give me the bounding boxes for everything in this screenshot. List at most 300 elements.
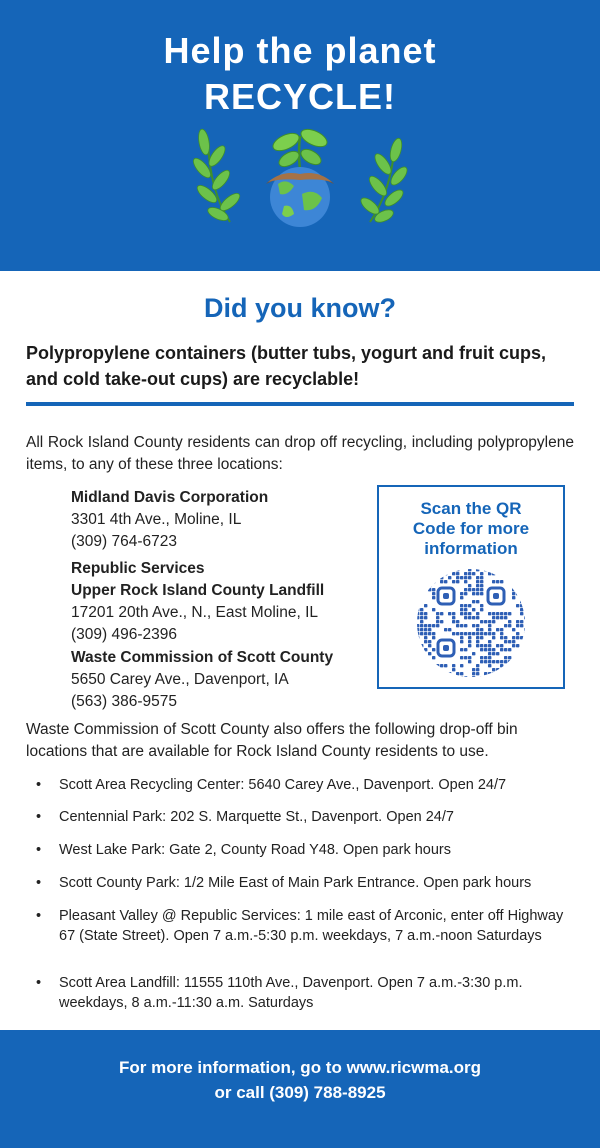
did-you-know-heading: Did you know?	[204, 293, 396, 323]
qr-module	[428, 640, 431, 643]
qr-module	[480, 648, 483, 651]
qr-module	[472, 632, 475, 635]
qr-module	[488, 660, 491, 663]
qr-module	[460, 624, 463, 627]
qr-module	[416, 644, 419, 647]
qr-module	[428, 588, 431, 591]
qr-module	[480, 588, 483, 591]
polypropylene-lead-text: Polypropylene containers (butter tubs, yogurt and fruit cups, and cold take-out cups) are recyclable!	[26, 343, 547, 389]
qr-module	[512, 640, 515, 643]
qr-module	[416, 640, 419, 643]
qr-module	[524, 584, 526, 587]
qr-module	[460, 648, 463, 651]
qr-module	[476, 632, 479, 635]
qr-module	[468, 660, 471, 663]
qr-module	[472, 672, 475, 675]
qr-module	[496, 660, 499, 663]
bullet-icon: •	[36, 809, 42, 825]
qr-module	[468, 656, 471, 659]
location-phone: (309) 496-2396	[71, 626, 177, 643]
qr-code-icon[interactable]	[416, 568, 526, 678]
qr-module	[524, 672, 526, 675]
qr-module	[472, 668, 475, 671]
qr-module	[488, 624, 491, 627]
qr-module	[448, 612, 451, 615]
qr-module	[432, 624, 435, 627]
intro-paragraph: All Rock Island County residents can drop off recycling, including polypropylene items, to any of these three locations:	[26, 434, 574, 473]
qr-module	[492, 668, 495, 671]
qr-module	[420, 644, 423, 647]
qr-module	[484, 676, 487, 678]
qr-module	[424, 624, 427, 627]
qr-module	[476, 568, 479, 571]
qr-module	[504, 640, 507, 643]
qr-module	[464, 648, 467, 651]
qr-module	[488, 572, 491, 575]
qr-module	[476, 584, 479, 587]
qr-module	[520, 624, 523, 627]
list-item-text: Scott Area Recycling Center: 5640 Carey Ave., Davenport. Open 24/7	[59, 777, 507, 793]
qr-module	[512, 572, 515, 575]
qr-module	[468, 572, 471, 575]
hero-title-line1: Help the planet	[163, 30, 437, 71]
qr-module	[424, 628, 427, 631]
qr-module	[468, 636, 471, 639]
qr-module	[488, 644, 491, 647]
qr-module	[420, 584, 423, 587]
location-name: Waste Commission of Scott County	[71, 649, 334, 666]
qr-module	[500, 568, 503, 571]
location-name: Midland Davis Corporation	[71, 489, 269, 506]
qr-module	[448, 576, 451, 579]
qr-module	[508, 640, 511, 643]
qr-module	[520, 608, 523, 611]
qr-module	[520, 588, 523, 591]
qr-module	[508, 656, 511, 659]
qr-module	[492, 660, 495, 663]
qr-module	[516, 624, 519, 627]
qr-module	[424, 636, 427, 639]
qr-module	[484, 568, 487, 571]
qr-module	[488, 672, 491, 675]
qr-module	[460, 636, 463, 639]
qr-module	[460, 604, 463, 607]
location-waste-commission	[71, 647, 371, 713]
qr-module	[416, 660, 419, 663]
qr-module	[476, 672, 479, 675]
qr-module	[480, 608, 483, 611]
qr-module	[432, 596, 435, 599]
qr-module	[416, 636, 419, 639]
qr-module	[460, 656, 463, 659]
qr-module	[468, 612, 471, 615]
qr-module	[488, 620, 491, 623]
qr-module	[480, 636, 483, 639]
qr-module	[504, 656, 507, 659]
qr-module	[480, 576, 483, 579]
qr-module	[516, 632, 519, 635]
qr-module	[432, 676, 435, 678]
qr-module	[420, 632, 423, 635]
qr-module	[416, 672, 419, 675]
qr-module	[524, 616, 526, 619]
qr-module	[476, 644, 479, 647]
qr-module	[416, 576, 419, 579]
qr-module	[468, 584, 471, 587]
qr-module	[516, 604, 519, 607]
qr-module	[452, 616, 455, 619]
qr-module	[416, 596, 419, 599]
qr-module	[516, 644, 519, 647]
bullet-icon: •	[36, 842, 42, 858]
qr-module	[432, 572, 435, 575]
qr-module	[416, 592, 419, 595]
qr-module	[516, 668, 519, 671]
qr-module	[476, 624, 479, 627]
qr-module	[480, 580, 483, 583]
qr-module	[464, 632, 467, 635]
qr-module	[452, 668, 455, 671]
qr-module	[500, 636, 503, 639]
qr-module	[480, 656, 483, 659]
location-midland-davis	[71, 487, 371, 553]
qr-module	[432, 664, 435, 667]
qr-module	[480, 584, 483, 587]
qr-module	[416, 608, 419, 611]
qr-module	[468, 640, 471, 643]
qr-module	[468, 632, 471, 635]
qr-module	[468, 616, 471, 619]
qr-module	[424, 640, 427, 643]
qr-module	[420, 576, 423, 579]
qr-module	[480, 632, 483, 635]
qr-module	[460, 596, 463, 599]
qr-module	[512, 636, 515, 639]
qr-module	[464, 588, 467, 591]
location-republic-services	[71, 558, 371, 646]
qr-module	[452, 632, 455, 635]
qr-module	[420, 624, 423, 627]
qr-module	[500, 660, 503, 663]
qr-module	[516, 572, 519, 575]
qr-module	[420, 612, 423, 615]
qr-module	[480, 676, 483, 678]
qr-module	[480, 604, 483, 607]
qr-module	[432, 592, 435, 595]
qr-module	[500, 616, 503, 619]
qr-module	[500, 632, 503, 635]
qr-module	[504, 668, 507, 671]
qr-module	[516, 584, 519, 587]
qr-module	[476, 600, 479, 603]
qr-module	[436, 616, 439, 619]
qr-module	[464, 656, 467, 659]
qr-module	[416, 572, 419, 575]
qr-module	[416, 588, 419, 591]
qr-module	[480, 572, 483, 575]
qr-module	[464, 624, 467, 627]
qr-module	[456, 620, 459, 623]
qr-module	[424, 568, 427, 571]
qr-module	[520, 576, 523, 579]
qr-module	[520, 604, 523, 607]
qr-module	[476, 592, 479, 595]
qr-module	[448, 676, 451, 678]
qr-module	[484, 656, 487, 659]
qr-module	[460, 672, 463, 675]
qr-module	[524, 636, 526, 639]
qr-callout[interactable]	[377, 485, 565, 689]
hero-title-line2: RECYCLE!	[203, 76, 396, 117]
qr-module	[448, 628, 451, 631]
qr-module	[524, 596, 526, 599]
qr-module	[484, 660, 487, 663]
location-address: 5650 Carey Ave., Davenport, IA	[71, 671, 289, 688]
qr-module	[460, 632, 463, 635]
qr-module	[476, 588, 479, 591]
qr-module	[504, 660, 507, 663]
qr-module	[524, 664, 526, 667]
qr-module	[500, 628, 503, 631]
qr-module	[496, 652, 499, 655]
qr-module	[512, 568, 515, 571]
qr-module	[472, 592, 475, 595]
qr-module	[516, 592, 519, 595]
qr-module	[424, 588, 427, 591]
footer-website-line[interactable]: For more information, go to www.ricwma.org	[118, 1058, 482, 1077]
qr-module	[500, 664, 503, 667]
list-item-text: Centennial Park: 202 S. Marquette St., Davenport. Open 24/7	[59, 809, 454, 825]
qr-module	[492, 616, 495, 619]
bullet-icon: •	[36, 875, 42, 891]
qr-module	[424, 648, 427, 651]
qr-module	[420, 676, 423, 678]
bullet-icon: •	[36, 777, 42, 793]
qr-module	[440, 572, 443, 575]
qr-module	[428, 624, 431, 627]
qr-module	[456, 632, 459, 635]
qr-module	[488, 632, 491, 635]
location-name: Republic Services	[71, 560, 205, 577]
qr-module	[464, 676, 467, 678]
qr-module	[520, 620, 523, 623]
qr-module	[512, 592, 515, 595]
qr-module	[512, 596, 515, 599]
qr-module	[432, 608, 435, 611]
qr-module	[464, 576, 467, 579]
qr-module	[512, 676, 515, 678]
qr-module	[472, 572, 475, 575]
qr-module	[424, 616, 427, 619]
qr-module	[416, 624, 419, 627]
qr-module	[520, 648, 523, 651]
qr-module	[500, 572, 503, 575]
qr-module	[484, 644, 487, 647]
qr-module	[524, 652, 526, 655]
qr-module	[456, 580, 459, 583]
qr-module	[476, 636, 479, 639]
qr-module	[476, 580, 479, 583]
qr-module	[448, 672, 451, 675]
qr-module	[508, 648, 511, 651]
qr-module	[500, 648, 503, 651]
qr-module	[432, 656, 435, 659]
qr-module	[496, 644, 499, 647]
qr-module	[496, 628, 499, 631]
qr-module	[420, 664, 423, 667]
qr-module	[484, 632, 487, 635]
qr-module	[504, 624, 507, 627]
qr-module	[480, 628, 483, 631]
qr-module	[436, 624, 439, 627]
qr-module	[452, 620, 455, 623]
qr-module	[456, 624, 459, 627]
bullet-icon: •	[36, 975, 42, 991]
qr-module	[488, 656, 491, 659]
qr-module	[512, 672, 515, 675]
qr-module	[464, 572, 467, 575]
qr-module	[464, 604, 467, 607]
location-phone: (309) 764-6723	[71, 533, 177, 550]
qr-module	[500, 676, 503, 678]
qr-module	[488, 652, 491, 655]
qr-module	[456, 672, 459, 675]
qr-module	[488, 612, 491, 615]
qr-module	[460, 608, 463, 611]
qr-module	[520, 672, 523, 675]
hero-banner	[0, 0, 600, 271]
qr-module	[460, 592, 463, 595]
qr-module	[416, 632, 419, 635]
qr-module	[424, 632, 427, 635]
qr-module	[472, 608, 475, 611]
qr-module	[428, 668, 431, 671]
qr-module	[440, 620, 443, 623]
qr-module	[444, 580, 447, 583]
qr-module	[524, 572, 526, 575]
qr-module	[516, 568, 519, 571]
qr-module	[452, 612, 455, 615]
qr-module	[420, 672, 423, 675]
qr-module	[484, 620, 487, 623]
qr-module	[480, 660, 483, 663]
qr-module	[440, 580, 443, 583]
qr-module	[492, 648, 495, 651]
qr-module	[520, 636, 523, 639]
qr-module	[504, 636, 507, 639]
qr-module	[436, 620, 439, 623]
divider-rule	[26, 402, 574, 406]
qr-module	[444, 628, 447, 631]
qr-module	[484, 648, 487, 651]
qr-caption-line2: Code for more	[412, 519, 530, 538]
footer-banner	[0, 1030, 600, 1148]
qr-module	[508, 620, 511, 623]
qr-module	[476, 616, 479, 619]
qr-module	[440, 612, 443, 615]
qr-module	[428, 568, 431, 571]
earth-in-hands-icon	[190, 122, 410, 230]
qr-module	[436, 576, 439, 579]
qr-module	[416, 676, 419, 678]
qr-module	[504, 648, 507, 651]
qr-module	[500, 612, 503, 615]
qr-caption-line3: information	[424, 539, 518, 558]
qr-module	[472, 624, 475, 627]
qr-module	[468, 604, 471, 607]
qr-module	[476, 628, 479, 631]
qr-module	[464, 592, 467, 595]
qr-module	[436, 676, 439, 678]
qr-module	[520, 668, 523, 671]
qr-module	[504, 616, 507, 619]
qr-module	[508, 676, 511, 678]
qr-module	[424, 664, 427, 667]
qr-module	[508, 624, 511, 627]
qr-module	[428, 632, 431, 635]
qr-module	[524, 576, 526, 579]
qr-module	[452, 572, 455, 575]
qr-module	[508, 660, 511, 663]
qr-module	[504, 612, 507, 615]
qr-module	[428, 572, 431, 575]
qr-module	[500, 580, 503, 583]
qr-module	[468, 588, 471, 591]
qr-module	[492, 636, 495, 639]
qr-module	[452, 664, 455, 667]
qr-module	[488, 676, 491, 678]
qr-module	[472, 652, 475, 655]
qr-module	[476, 640, 479, 643]
qr-module	[424, 656, 427, 659]
qr-module	[492, 632, 495, 635]
qr-caption-line1: Scan the QR	[420, 499, 522, 518]
location-address: 3301 4th Ave., Moline, IL	[71, 511, 242, 528]
qr-module	[460, 676, 463, 678]
qr-module	[524, 644, 526, 647]
qr-module	[420, 608, 423, 611]
qr-module	[480, 620, 483, 623]
qr-module	[480, 592, 483, 595]
qr-module	[444, 676, 447, 678]
qr-module	[472, 676, 475, 678]
qr-module	[512, 588, 515, 591]
qr-module	[492, 620, 495, 623]
qr-module	[492, 572, 495, 575]
qr-module	[468, 644, 471, 647]
qr-module	[424, 604, 427, 607]
qr-module	[464, 616, 467, 619]
qr-module	[432, 588, 435, 591]
qr-module	[460, 612, 463, 615]
qr-module	[516, 576, 519, 579]
qr-module	[488, 628, 491, 631]
qr-module	[424, 676, 427, 678]
qr-module	[524, 648, 526, 651]
location-phone: (563) 386-9575	[71, 693, 177, 710]
qr-module	[516, 672, 519, 675]
bullet-icon: •	[36, 908, 42, 924]
qr-module	[492, 580, 495, 583]
qr-module	[456, 568, 459, 571]
qr-module	[420, 580, 423, 583]
qr-module	[452, 568, 455, 571]
footer-phone-line[interactable]: or call (309) 788-8925	[214, 1083, 386, 1102]
list-item-text: Scott County Park: 1/2 Mile East of Main Park Entrance. Open park hours	[59, 875, 532, 891]
qr-module	[508, 612, 511, 615]
qr-module	[524, 628, 526, 631]
list-item-text: Pleasant Valley @ Republic Services: 1 mile east of Arconic, enter off Highway 67 (State Street). Open 7 a.m.-5:30 p.m. weekdays, 7 a.m.-noon Saturdays	[59, 908, 564, 944]
